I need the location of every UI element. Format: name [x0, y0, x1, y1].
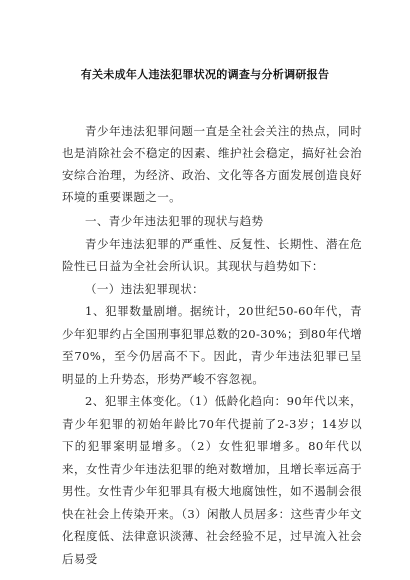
subsection-heading: （一）违法犯罪现状： — [85, 281, 204, 296]
intro-paragraph: 青少年违法犯罪问题一直是全社会关注的热点，同时也是消除社会不稳定的因素、维护社会稳定，搞好社会治安综合治理，为经济、政治、文化等各方面发展创造良好环境的重要课题之一。 — [62, 124, 362, 204]
paragraph: 2、犯罪主体变化。（1）低龄化趋向：90年代以来，青少年犯罪的初始年龄比70年代提前了2-3岁；14岁以下的犯罪案明显增多。（2）女性犯罪增多。80年代以来，女性青少年违法犯罪的绝对数增加，且增长率远高于男性。女性青少年犯罪具有极大地腐蚀性，如不遏制会很快在社会上传染开来。（3）闲散人员居多：这些青少年文化程度低、法律意识淡薄、社会经验不足，过早流入社会后易受 — [62, 394, 362, 566]
section-heading: 一、青少年违法犯罪的现状与趋势 — [85, 214, 264, 228]
paragraph: 1、犯罪数量剧增。据统计，20世纪50-60年代，青少年犯罪约占全国刑事犯罪总数的20-30%；到80年代增至70%，至今仍居高不下。因此，青少年违法犯罪已呈明显的上升势态，形势严峻不容忽视。 — [62, 304, 362, 386]
paragraph: 青少年违法犯罪的严重性、反复性、长期性、潜在危险性已日益为全社会所认识。其现状与趋势如下： — [62, 236, 362, 273]
document-body — [62, 120, 362, 570]
document-title: 有关未成年人违法犯罪状况的调查与分析调研报告 — [80, 68, 330, 81]
